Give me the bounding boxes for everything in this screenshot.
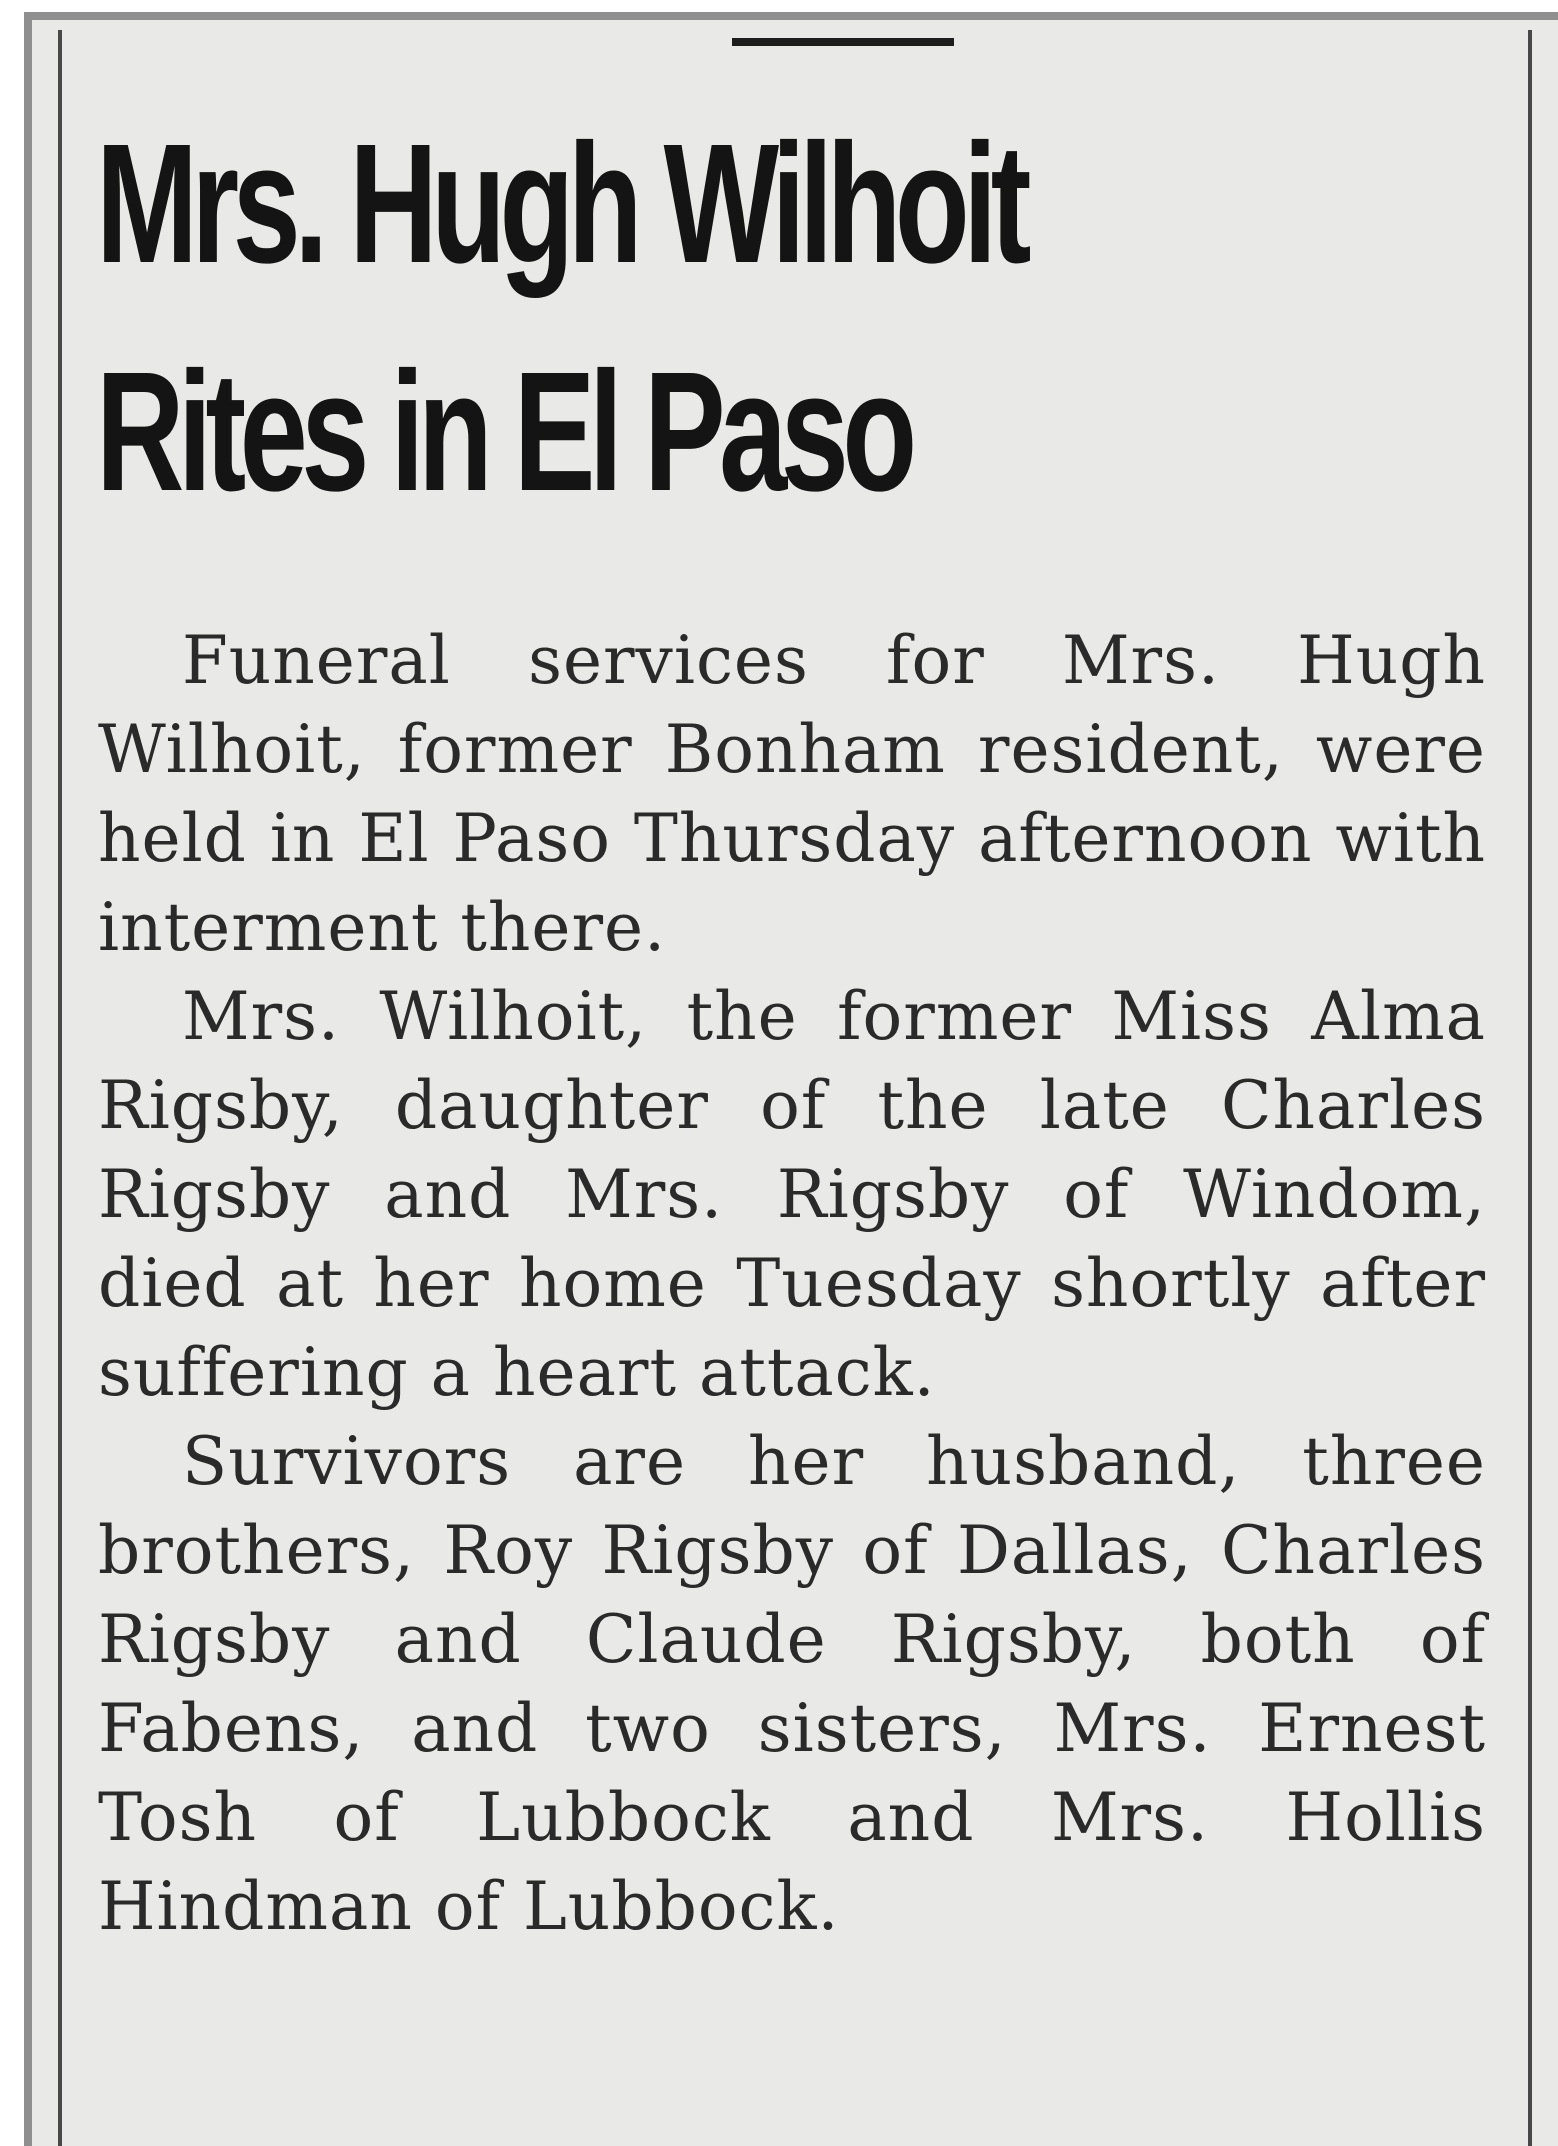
headline-block: [96, 90, 1496, 546]
paragraph-3: Survivors are her husband, three brothers, Roy Rigsby of Dallas, Charles Rigsby and Claude Rigsby, both of Fabens, and two sisters, Mrs. Ernest Tosh of Lubbock and Mrs. Hollis Hindman of Lubbock.: [98, 1423, 1486, 1945]
headline-line-2: Rites in El Paso: [96, 337, 911, 527]
article-body: [98, 616, 1486, 1951]
top-separator-dash: [732, 38, 954, 46]
column-rule-left: [58, 30, 62, 2146]
column-rule-right: [1528, 30, 1532, 2146]
paragraph-2: Mrs. Wilhoit, the former Miss Alma Rigsby, daughter of the late Charles Rigsby and Mrs. Rigsby of Windom, died at her home Tuesday shortly after suffering a heart attack.: [98, 978, 1486, 1411]
headline-line-1: Mrs. Hugh Wilhoit: [96, 109, 1025, 299]
paragraph-1: Funeral services for Mrs. Hugh Wilhoit, former Bonham resident, were held in El Paso Thursday afternoon with interment there.: [98, 622, 1486, 966]
